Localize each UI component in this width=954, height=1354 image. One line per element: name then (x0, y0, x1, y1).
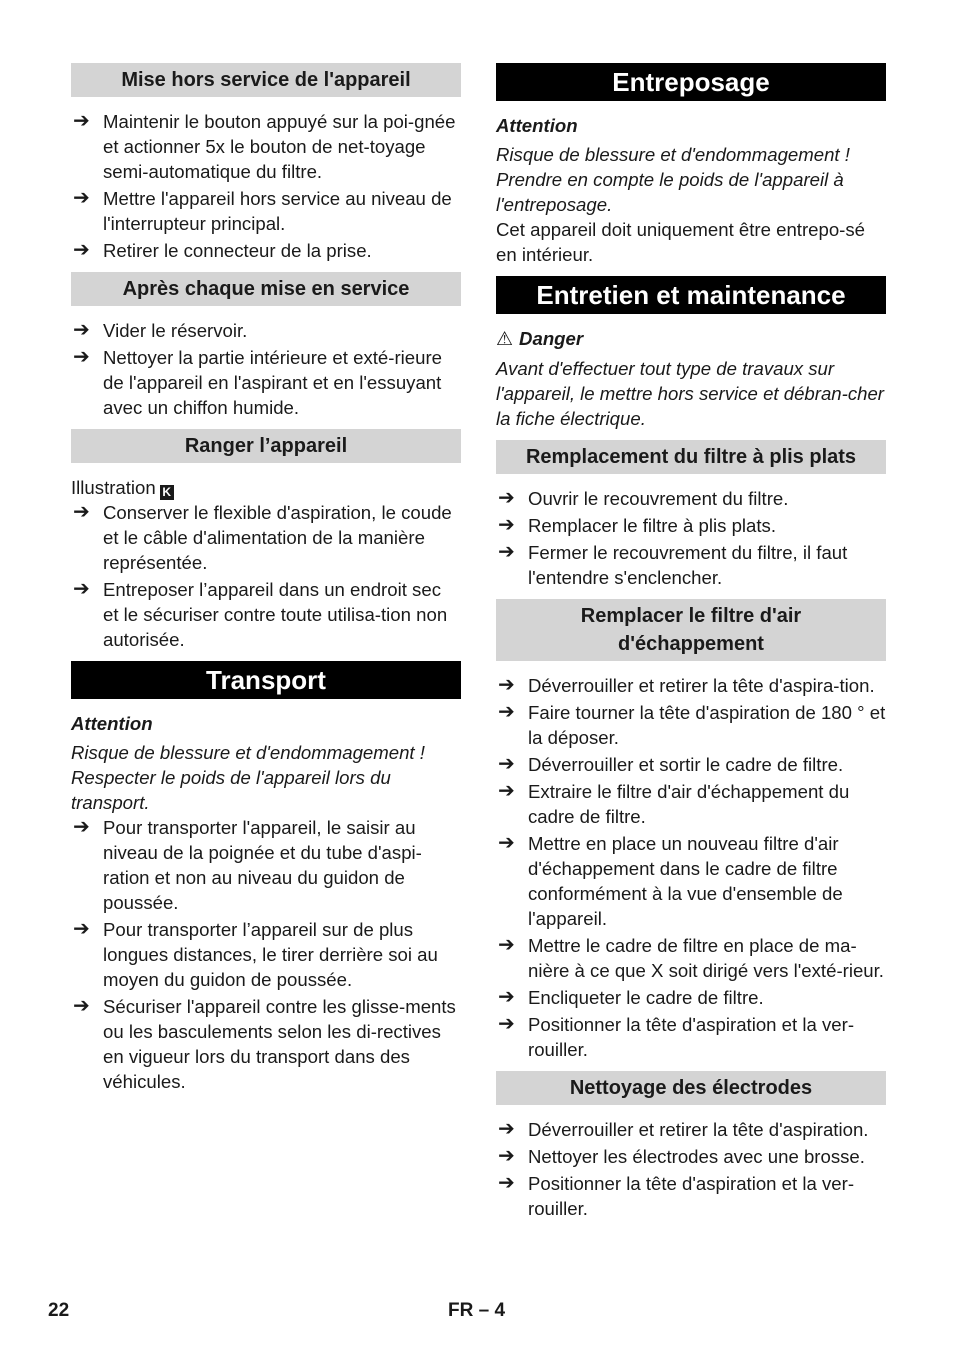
arrow-right-icon: ➔ (498, 780, 515, 802)
entreposage-text: Cet appareil doit uniquement être entrepo-sé en intérieur. (496, 219, 866, 265)
list-item-text: Remplacer le filtre à plis plats. (528, 515, 777, 536)
arrow-right-icon: ➔ (498, 753, 515, 775)
list-item-text: Nettoyer la partie intérieure et exté-rieure de l'appareil en l'aspirant et en l'essuyant avec un chiffon humide. (103, 347, 442, 418)
arrow-right-icon: ➔ (498, 674, 515, 696)
list-item (496, 486, 886, 511)
arrow-right-icon: ➔ (498, 832, 515, 854)
danger-text: Avant d'effectuer tout type de travaux sur l'appareil, le mettre hors service et débran-cher la fiche électrique. (496, 358, 884, 429)
list-item-text: Ouvrir le recouvrement du filtre. (528, 488, 789, 509)
list-item-text: Sécuriser l'appareil contre les glisse-ments ou les basculements selon les di-rectives en vigueur lors du transport dans des véhicules. (103, 996, 456, 1092)
page-language-index: FR – 4 (448, 1300, 506, 1321)
list-item (496, 1117, 886, 1142)
list-item (496, 831, 886, 931)
section-title-mise-hors-service: Mise hors service de l'appareil (71, 63, 461, 97)
list-item (71, 318, 461, 343)
list-item-text: Déverrouiller et retirer la tête d'aspira-tion. (528, 675, 875, 696)
entreposage-warning-text: Risque de blessure et d'endommagement ! Prendre en compte le poids de l'appareil à l'entreposage. (496, 144, 850, 215)
list-apres-mise-en-service (71, 318, 461, 420)
arrow-right-icon: ➔ (498, 1172, 515, 1194)
list-item (496, 933, 886, 983)
danger-title: Danger (519, 328, 584, 349)
list-item-text: Positionner la tête d'aspiration et la ver-rouiller. (528, 1173, 855, 1219)
list-item-text: Conserver le flexible d'aspiration, le coude et le câble d'alimentation de la manière représentée. (103, 502, 452, 573)
list-item (71, 345, 461, 420)
arrow-right-icon: ➔ (498, 986, 515, 1008)
list-transport (71, 815, 461, 1094)
list-item-text: Mettre l'appareil hors service au niveau de l'interrupteur principal. (103, 188, 452, 234)
list-item-text: Maintenir le bouton appuyé sur la poi-gnée et actionner 5x le bouton de net-toyage semi-automatique du filtre. (103, 111, 456, 182)
illustration-ref (71, 475, 461, 500)
warning-triangle-icon: ⚠ (496, 329, 514, 350)
list-item-text: Déverrouiller et retirer la tête d'aspiration. (528, 1119, 869, 1140)
list-item-text: Pour transporter l’appareil sur de plus longues distances, le tirer derrière soi au moyen du guidon de poussée. (103, 919, 438, 990)
list-ranger (71, 500, 461, 652)
arrow-right-icon: ➔ (73, 187, 90, 209)
list-item (496, 513, 886, 538)
list-item (71, 994, 461, 1094)
arrow-right-icon: ➔ (73, 501, 90, 523)
right-column (496, 63, 886, 1230)
list-item (71, 500, 461, 575)
arrow-right-icon: ➔ (73, 918, 90, 940)
list-item (71, 815, 461, 915)
list-filtre-air (496, 673, 886, 1062)
list-item (71, 186, 461, 236)
arrow-right-icon: ➔ (73, 110, 90, 132)
danger-title-row (496, 326, 886, 352)
list-item (496, 1012, 886, 1062)
left-column (71, 63, 461, 1103)
list-item (71, 109, 461, 184)
arrow-right-icon: ➔ (73, 578, 90, 600)
heading-transport: Transport (71, 661, 461, 699)
list-item-text: Extraire le filtre d'air d'échappement du cadre de filtre. (528, 781, 850, 827)
section-title-filtre-plis: Remplacement du filtre à plis plats (496, 440, 886, 474)
arrow-right-icon: ➔ (498, 487, 515, 509)
illustration-label: Illustration (71, 477, 156, 498)
list-item-text: Fermer le recouvrement du filtre, il faut l'entendre s'enclencher. (528, 542, 848, 588)
list-item (496, 985, 886, 1010)
section-title-apres-mise-en-service: Après chaque mise en service (71, 272, 461, 306)
arrow-right-icon: ➔ (498, 541, 515, 563)
entreposage-warning-title: Attention (496, 115, 578, 136)
list-item (496, 752, 886, 777)
list-item-text: Mettre en place un nouveau filtre d'air d'échappement dans le cadre de filtre conformément à la vue d'ensemble de l'appareil. (528, 833, 843, 929)
section-title-filtre-air: Remplacer le filtre d'air d'échappement (496, 599, 886, 661)
list-electrodes (496, 1117, 886, 1221)
list-item (71, 238, 461, 263)
list-mise-hors-service (71, 109, 461, 263)
transport-warning-title: Attention (71, 713, 153, 734)
illustration-k-icon: K (160, 485, 174, 500)
page-number: 22 (48, 1300, 70, 1321)
section-title-electrodes: Nettoyage des électrodes (496, 1071, 886, 1105)
list-item (496, 540, 886, 590)
list-item-text: Entreposer l’appareil dans un endroit sec et le sécuriser contre toute utilisa-tion non autorisée. (103, 579, 448, 650)
list-item-text: Retirer le connecteur de la prise. (103, 240, 372, 261)
arrow-right-icon: ➔ (498, 1118, 515, 1140)
list-item-text: Encliqueter le cadre de filtre. (528, 987, 764, 1008)
list-filtre-plis (496, 486, 886, 590)
list-item-text: Déverrouiller et sortir le cadre de filtre. (528, 754, 844, 775)
list-item (496, 673, 886, 698)
arrow-right-icon: ➔ (498, 701, 515, 723)
transport-warning-text: Risque de blessure et d'endommagement ! Respecter le poids de l'appareil lors du transport. (71, 742, 425, 813)
arrow-right-icon: ➔ (498, 1145, 515, 1167)
heading-entretien: Entretien et maintenance (496, 276, 886, 314)
arrow-right-icon: ➔ (498, 514, 515, 536)
arrow-right-icon: ➔ (73, 319, 90, 341)
list-item-text: Nettoyer les électrodes avec une brosse. (528, 1146, 865, 1167)
arrow-right-icon: ➔ (73, 995, 90, 1017)
list-item-text: Pour transporter l'appareil, le saisir au niveau de la poignée et du tube d'aspi-ration et non au niveau du guidon de poussée. (103, 817, 422, 913)
list-item-text: Faire tourner la tête d'aspiration de 180 ° et la déposer. (528, 702, 886, 748)
arrow-right-icon: ➔ (73, 816, 90, 838)
arrow-right-icon: ➔ (73, 346, 90, 368)
arrow-right-icon: ➔ (498, 1013, 515, 1035)
arrow-right-icon: ➔ (498, 934, 515, 956)
list-item-text: Positionner la tête d'aspiration et la ver-rouiller. (528, 1014, 855, 1060)
list-item (71, 577, 461, 652)
list-item (496, 1144, 886, 1169)
list-item (71, 917, 461, 992)
arrow-right-icon: ➔ (73, 239, 90, 261)
list-item (496, 1171, 886, 1221)
list-item (496, 700, 886, 750)
list-item-text: Mettre le cadre de filtre en place de ma-nière à ce que X soit dirigé vers l'exté-rieur. (528, 935, 884, 981)
list-item-text: Vider le réservoir. (103, 320, 248, 341)
list-item (496, 779, 886, 829)
section-title-ranger: Ranger l’appareil (71, 429, 461, 463)
heading-entreposage: Entreposage (496, 63, 886, 101)
